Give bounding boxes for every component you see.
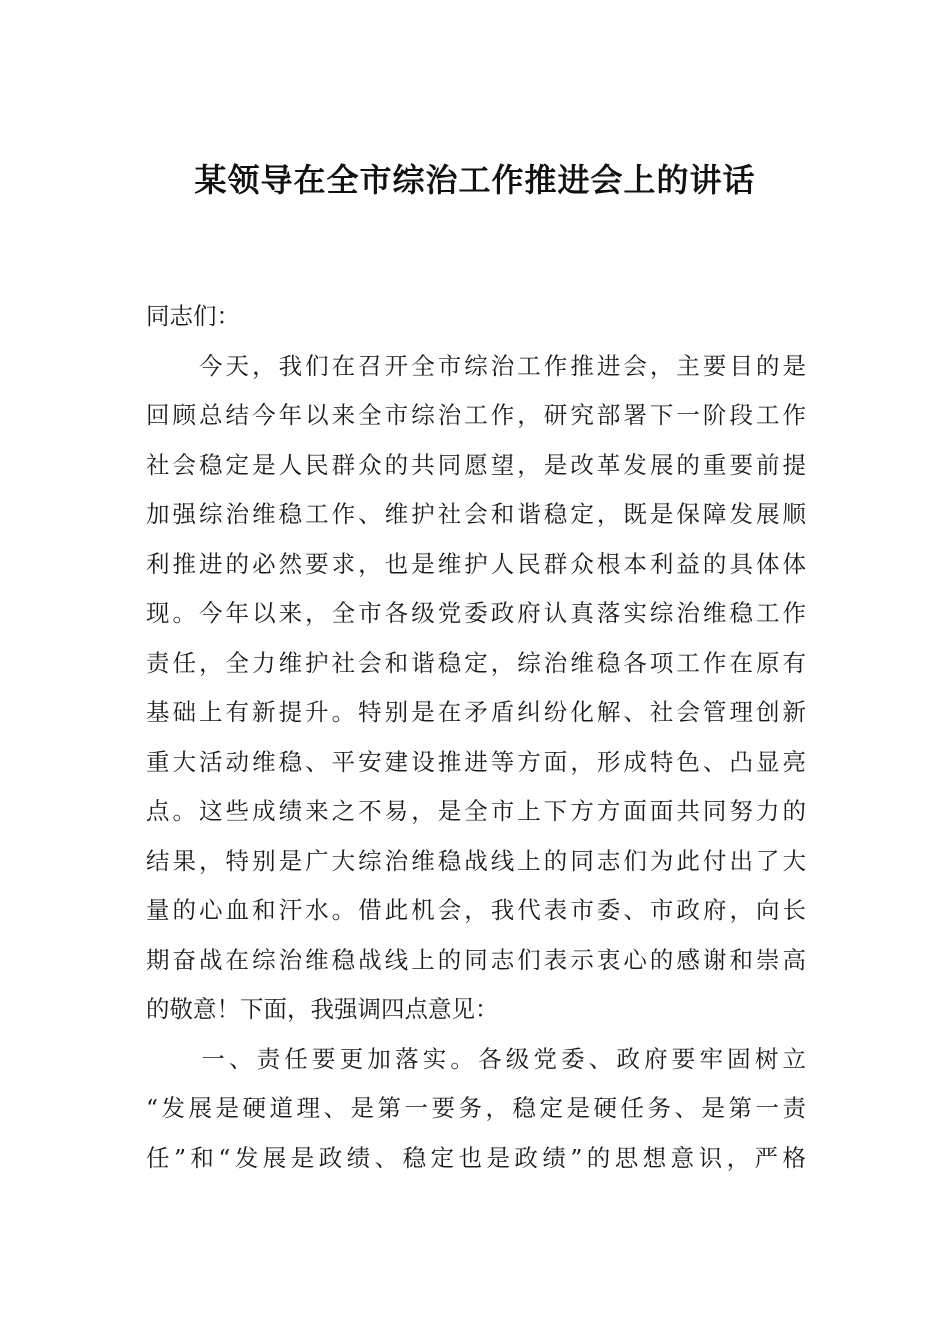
document-body — [146, 292, 806, 1183]
text-line: 重大活动维稳、平安建设推进等方面，形成特色、凸显亮 — [146, 747, 806, 776]
text-line: “发展是硬道理、是第一要务，稳定是硬任务、是第一责 — [146, 1094, 806, 1122]
text-line: 回顾总结今年以来全市综治工作，研究部署下一阶段工作 — [146, 401, 806, 429]
text-line: 现。今年以来，全市各级党委政府认真落实综治维稳工作 — [146, 599, 806, 627]
text-line: 责任，全力维护社会和谐稳定，综治维稳各项工作在原有 — [146, 648, 806, 677]
text-line: 一、责任要更加落实。各级党委、政府要牢固树立 — [146, 1044, 806, 1073]
text-line: 点。这些成绩来之不易，是全市上下方方面面共同努力的 — [146, 797, 806, 825]
text-line: 基础上有新提升。特别是在矛盾纠纷化解、社会管理创新 — [146, 698, 806, 726]
text-line: 期奋战在综治维稳战线上的同志们表示衷心的感谢和崇高 — [146, 945, 806, 974]
text-line: 社会稳定是人民群众的共同愿望，是改革发展的重要前提 — [146, 450, 806, 479]
text-line: 利推进的必然要求，也是维护人民群众根本利益的具体体 — [146, 549, 806, 578]
text-line: 结果，特别是广大综治维稳战线上的同志们为此付出了大 — [146, 846, 806, 875]
text-line: 任”和“发展是政绩、稳定也是政绩”的思想意识，严格 — [146, 1143, 806, 1172]
text-line: 今天，我们在召开全市综治工作推进会，主要目的是 — [146, 351, 806, 380]
salutation-line: 同志们： — [146, 302, 240, 330]
text-line: 加强综治维稳工作、维护社会和谐稳定，既是保障发展顺 — [146, 500, 806, 528]
text-line: 量的心血和汗水。借此机会，我代表市委、市政府，向长 — [146, 896, 806, 924]
text-line: 的敬意！下面，我强调四点意见： — [146, 995, 499, 1023]
document-title: 某领导在全市综治工作推进会上的讲话 — [194, 161, 756, 199]
